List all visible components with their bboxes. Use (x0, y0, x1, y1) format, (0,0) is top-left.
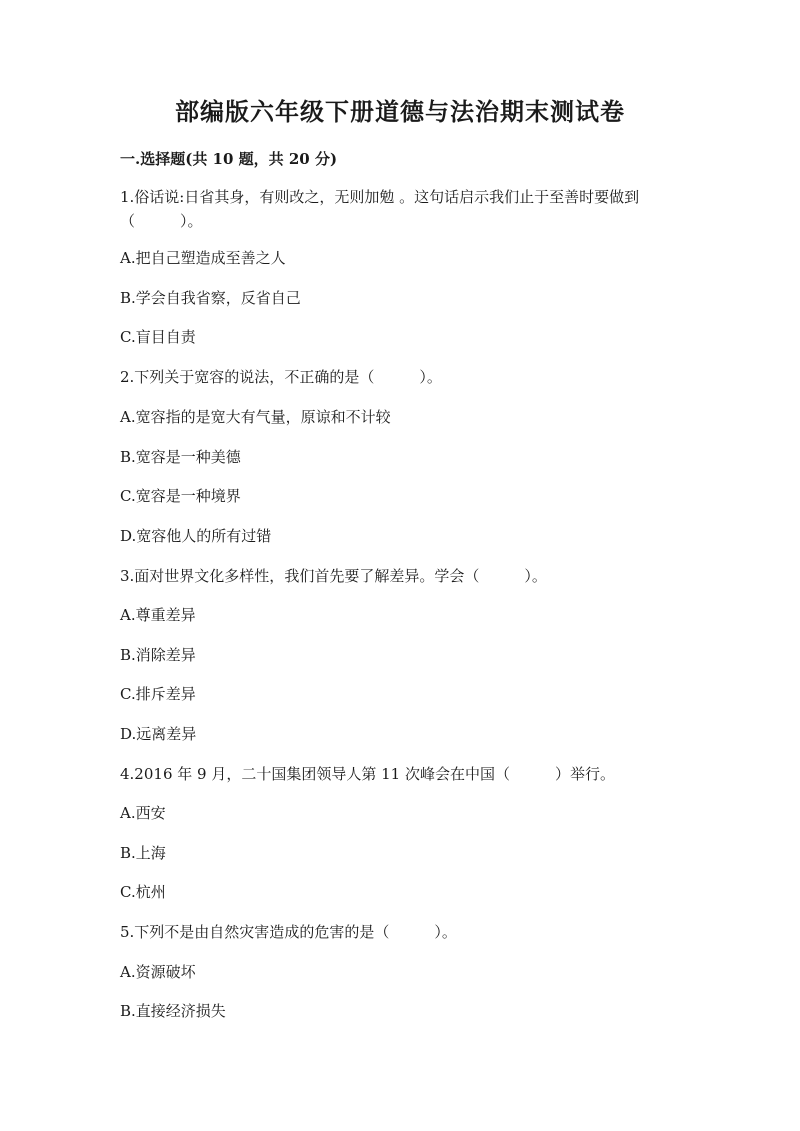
question-3-option-d: D.远离差异 (120, 725, 197, 743)
question-2-stem: 2.下列关于宽容的说法，不正确的是（ ）。 (120, 368, 442, 386)
question-4-option-a: A.西安 (120, 804, 166, 822)
question-2-option-d: D.宽容他人的所有过错 (120, 527, 272, 545)
question-2-option-b: B.宽容是一种美德 (120, 448, 241, 466)
question-4-option-c: C.杭州 (120, 883, 166, 901)
question-1-option-a: A.把自己塑造成至善之人 (120, 249, 286, 267)
question-1-option-b: B.学会自我省察，反省自己 (120, 289, 301, 307)
question-2-option-a: A.宽容指的是宽大有气量，原谅和不计较 (120, 408, 391, 426)
section-heading: 一.选择题(共 10 题，共 20 分) (120, 150, 338, 168)
question-2-option-c: C.宽容是一种境界 (120, 487, 241, 505)
question-1-option-c: C.盲目自责 (120, 328, 196, 346)
question-5-stem: 5.下列不是由自然灾害造成的危害的是（ ）。 (120, 923, 457, 941)
question-4-stem: 4.2016 年 9 月，二十国集团领导人第 11 次峰会在中国（ ）举行。 (120, 765, 615, 783)
question-4-option-b: B.上海 (120, 844, 166, 862)
question-3-option-c: C.排斥差异 (120, 685, 196, 703)
question-5-option-b: B.直接经济损失 (120, 1002, 226, 1020)
page-title: 部编版六年级下册道德与法治期末测试卷 (175, 97, 625, 126)
question-3-option-a: A.尊重差异 (120, 606, 196, 624)
question-3-option-b: B.消除差异 (120, 646, 196, 664)
question-1-stem: 1.俗话说:日省其身，有则改之，无则加勉 。这句话启示我们止于至善时要做到（ ）。 (120, 188, 640, 230)
question-5-option-a: A.资源破坏 (120, 963, 196, 981)
question-3-stem: 3.面对世界文化多样性，我们首先要了解差异。学会（ ）。 (120, 567, 547, 585)
